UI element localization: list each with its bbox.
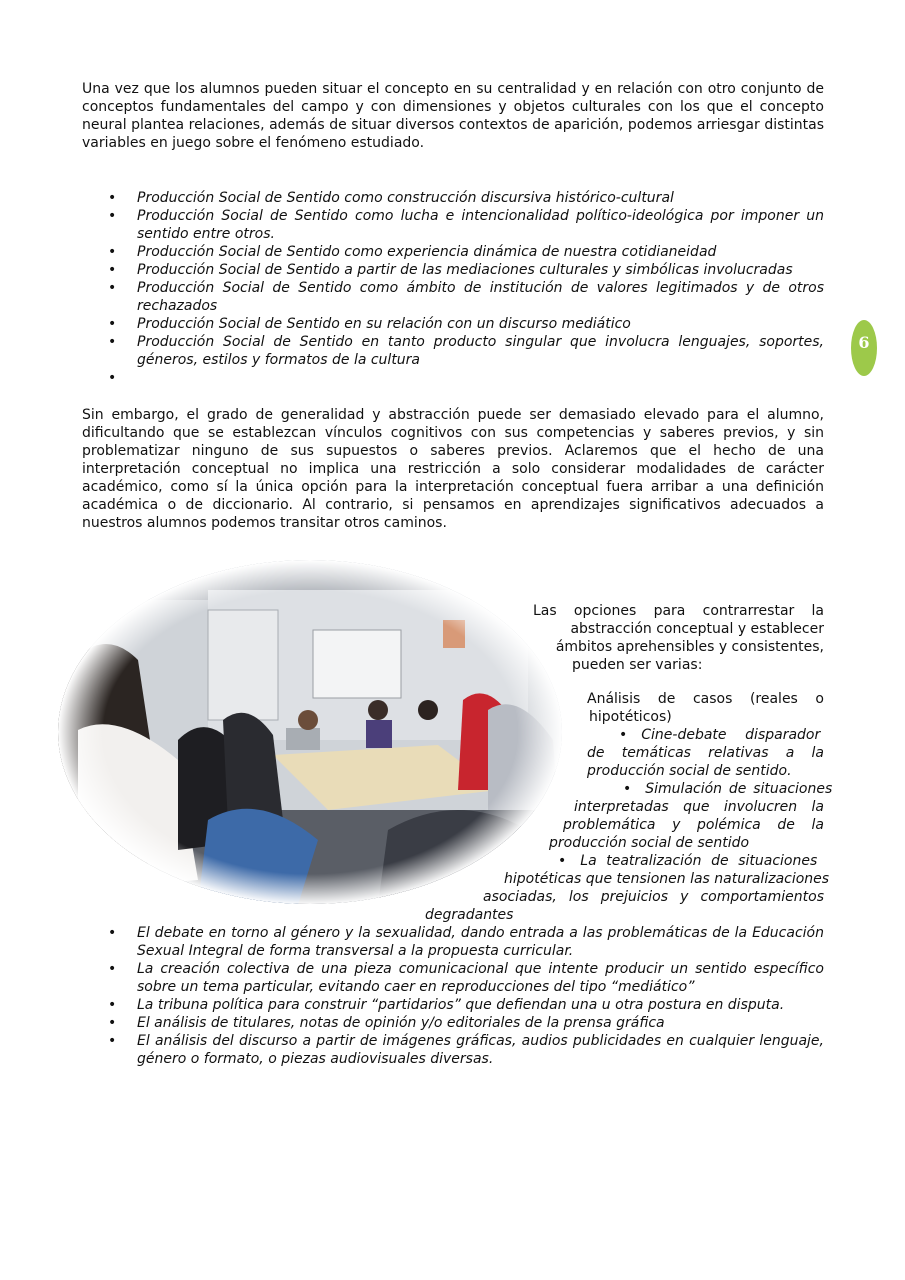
list-item: • El análisis de titulares, notas de opinión y/o editoriales de la prensa gráfica xyxy=(82,1014,824,1032)
list-item: • Producción Social de Sentido en tanto producto singular que involucra lenguajes, soportes, géneros, estilos y formatos de la cultura xyxy=(82,333,824,369)
text-line: Las opciones para contrarrestar la xyxy=(533,603,824,619)
option-teatralizacion: • La teatralización de situaciones hipotéticas que tensionen las naturalizaciones asociadas, los prejuicios y comportamientos degradantes xyxy=(425,853,830,923)
body-paragraph: Sin embargo, el grado de generalidad y abstracción puede ser demasiado elevado para el alumno, dificultando que se establezcan vínculos cognitivos con sus competencias y saberes previos, y sin problematizar ninguno de sus supuestos o saberes previos. Aclaremos que el hecho de una interpretación conceptual no implica una restricción a solo considerar modalidades de carácter académico, como sí la única opción para la interpretación conceptual fuera arribar a una definición académica o de diccionario. Al contrario, si pensamos en aprendizajes significativos adecuados a nuestros alumnos podemos transitar otros caminos. xyxy=(82,407,824,531)
text-line: hipotéticas que tensionen las naturalizaciones xyxy=(504,871,830,887)
option-simulacion: • Simulación de situaciones interpretadas que involucren la problemática y polémica de la producción social de sentido xyxy=(549,781,833,851)
text-line: asociadas, los prejuicios y comportamientos xyxy=(483,889,824,905)
list-item: • La tribuna política para construir “partidarios” que defiendan una u otra postura en disputa. xyxy=(82,996,824,1014)
option-analisis xyxy=(587,690,824,726)
list-item: • El debate en torno al género y la sexualidad, dando entrada a las problemáticas de la Educación Sexual Integral de forma transversal a la propuesta curricular. xyxy=(82,924,824,960)
text-line: abstracción conceptual y establecer xyxy=(570,621,824,637)
text-line: degradantes xyxy=(425,907,514,923)
options-list xyxy=(82,924,824,1068)
text-line: producción social de sentido. xyxy=(587,763,792,779)
text-line: Análisis de casos (reales o xyxy=(587,691,824,707)
list-item: • El análisis del discurso a partir de imágenes gráficas, audios publicidades en cualquier lenguaje, género o formato, o piezas audiovisuales diversas. xyxy=(82,1032,824,1068)
option-cine-debate: • Cine-debate disparador de temáticas relativas a la producción social de sentido. xyxy=(587,727,824,779)
list-item: • Producción Social de Sentido como experiencia dinámica de nuestra cotidianeidad xyxy=(82,243,824,261)
text-line: La teatralización de situaciones xyxy=(580,853,818,869)
variables-list xyxy=(82,189,824,387)
list-item xyxy=(82,369,824,387)
list-item: • Producción Social de Sentido como lucha e intencionalidad político-ideológica por imponer un sentido entre otros. xyxy=(82,207,824,243)
text-line: Cine-debate disparador xyxy=(641,727,821,743)
text-line: de temáticas relativas a la xyxy=(587,745,824,761)
text-line: ámbitos aprehensibles y consistentes, xyxy=(555,639,824,655)
text-line: pueden ser varias: xyxy=(572,657,703,673)
text-line: producción social de sentido xyxy=(549,835,750,851)
intro-paragraph: Una vez que los alumnos pueden situar el concepto en su centralidad y en relación con otro conjunto de conceptos fundamentales del campo y con dimensiones y objetos culturales con los que el concepto neural plantea relaciones, además de situar diversos contextos de aparición, podemos arriesgar distintas variables en juego sobre el fenómeno estudiado. xyxy=(82,81,824,151)
page-number-tab: 6 xyxy=(851,320,877,376)
text-line: problemática y polémica de la xyxy=(563,817,824,833)
list-item: • Producción Social de Sentido a partir de las mediaciones culturales y simbólicas involucradas xyxy=(82,261,824,279)
list-item: • La creación colectiva de una pieza comunicacional que intente producir un sentido específico sobre un tema particular, evitando caer en reproducciones del tipo “mediático” xyxy=(82,960,824,996)
list-item: • Producción Social de Sentido como ámbito de institución de valores legitimados y de otros rechazados xyxy=(82,279,824,315)
list-item: • Producción Social de Sentido como construcción discursiva histórico-cultural xyxy=(82,189,824,207)
text-line: hipotéticos) xyxy=(589,709,672,725)
list-item: • Producción Social de Sentido en su relación con un discurso mediático xyxy=(82,315,824,333)
options-intro xyxy=(533,602,824,674)
text-line: interpretadas que involucren la xyxy=(574,799,824,815)
text-line: Simulación de situaciones xyxy=(645,781,833,797)
